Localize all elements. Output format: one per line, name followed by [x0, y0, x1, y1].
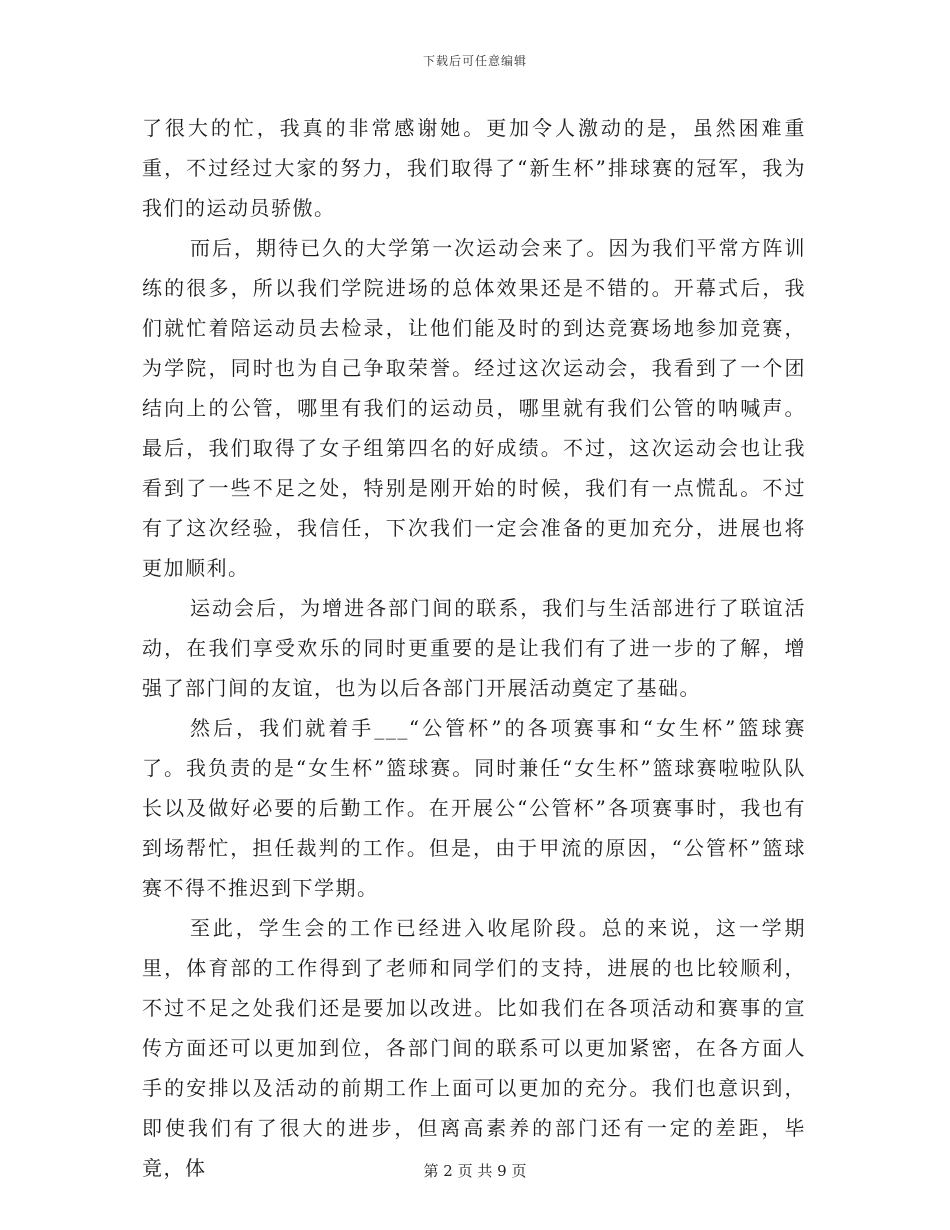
paragraph-5: 至此，学生会的工作已经进入收尾阶段。总的来说，这一学期里，体育部的工作得到了老师和同学们的支持，进展的也比较顺利，不过不足之处我们还是要加以改进。比如我们在各项活动和赛事的宣传方面还可以更加到位，各部门间的联系可以更加紧密，在各方面人手的安排以及活动的前期工作上面可以更加的充分。我们也意识到，即使我们有了很大的进步，但离高素养的部门还有一定的差距，毕竟，体 [142, 916, 806, 1180]
paragraph-1: 了很大的忙，我真的非常感谢她。更加令人激动的是，虽然困难重重，不过经过大家的努力，我们取得了“新生杯”排球赛的冠军，我为我们的运动员骄傲。 [142, 116, 806, 220]
paragraph-3: 运动会后，为增进各部门间的联系，我们与生活部进行了联谊活动，在我们享受欢乐的同时更重要的是让我们有了进一步的了解，增强了部门间的友谊，也为以后各部门开展活动奠定了基础。 [142, 596, 806, 700]
document-body [142, 108, 806, 1188]
paragraph-4: 然后，我们就着手___“公管杯”的各项赛事和“女生杯”篮球赛了。我负责的是“女生杯”篮球赛。同时兼任“女生杯”篮球赛啦啦队队长以及做好必要的后勤工作。在开展公“公管杯”各项赛事时，我也有到场帮忙，担任裁判的工作。但是，由于甲流的原因，“公管杯”篮球赛不得不推迟到下学期。 [142, 716, 806, 900]
page-number-footer: 第 2 页 共 9 页 [423, 1162, 527, 1180]
page-header: 下载后可任意编辑 [422, 54, 527, 68]
paragraph-2: 而后，期待已久的大学第一次运动会来了。因为我们平常方阵训练的很多，所以我们学院进场的总体效果还是不错的。开幕式后，我们就忙着陪运动员去检录，让他们能及时的到达竞赛场地参加竞赛，为学院，同时也为自己争取荣誉。经过这次运动会，我看到了一个团结向上的公管，哪里有我们的运动员，哪里就有我们公管的呐喊声。最后，我们取得了女子组第四名的好成绩。不过，这次运动会也让我看到了一些不足之处，特别是刚开始的时候，我们有一点慌乱。不过有了这次经验，我信任，下次我们一定会准备的更加充分，进展也将更加顺利。 [142, 236, 806, 580]
